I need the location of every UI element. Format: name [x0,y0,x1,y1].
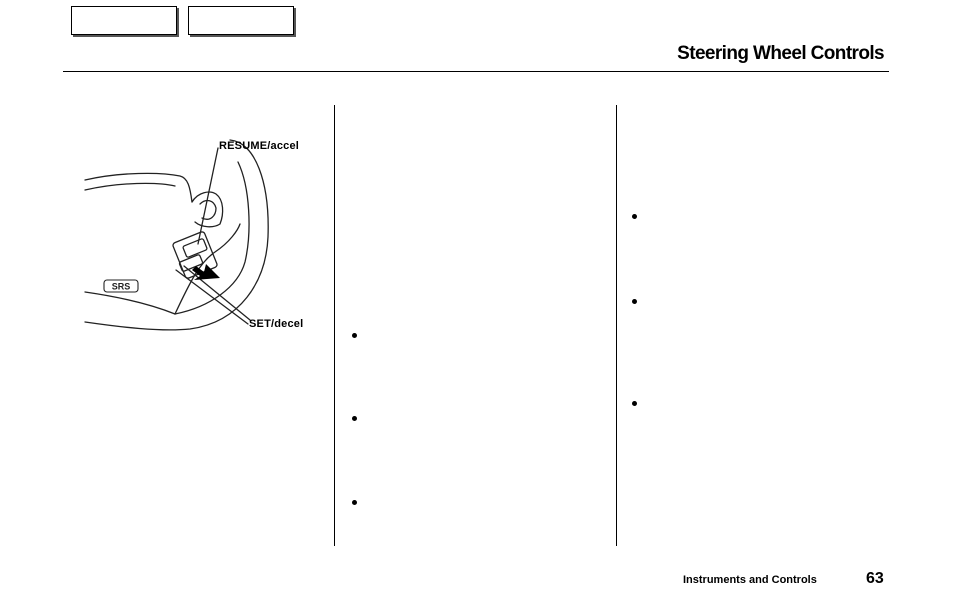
bullet-point [352,500,357,505]
bullet-point [632,299,637,304]
page-number: 63 [866,570,884,587]
bullet-point [352,333,357,338]
footer-section-name: Instruments and Controls [683,574,817,586]
nav-button-1[interactable] [71,6,177,35]
bullet-point [352,416,357,421]
page-title: Steering Wheel Controls [677,43,884,64]
column-divider-1 [334,105,335,546]
nav-button-2[interactable] [188,6,294,35]
steering-wheel-illustration [80,132,320,342]
srs-badge-text: SRS [111,281,131,292]
bullet-point [632,401,637,406]
callout-resume-accel: RESUME/accel [219,140,300,152]
bullet-point [632,214,637,219]
callout-set-decel: SET/decel [249,318,304,330]
header-rule [63,71,889,72]
column-divider-2 [616,105,617,546]
